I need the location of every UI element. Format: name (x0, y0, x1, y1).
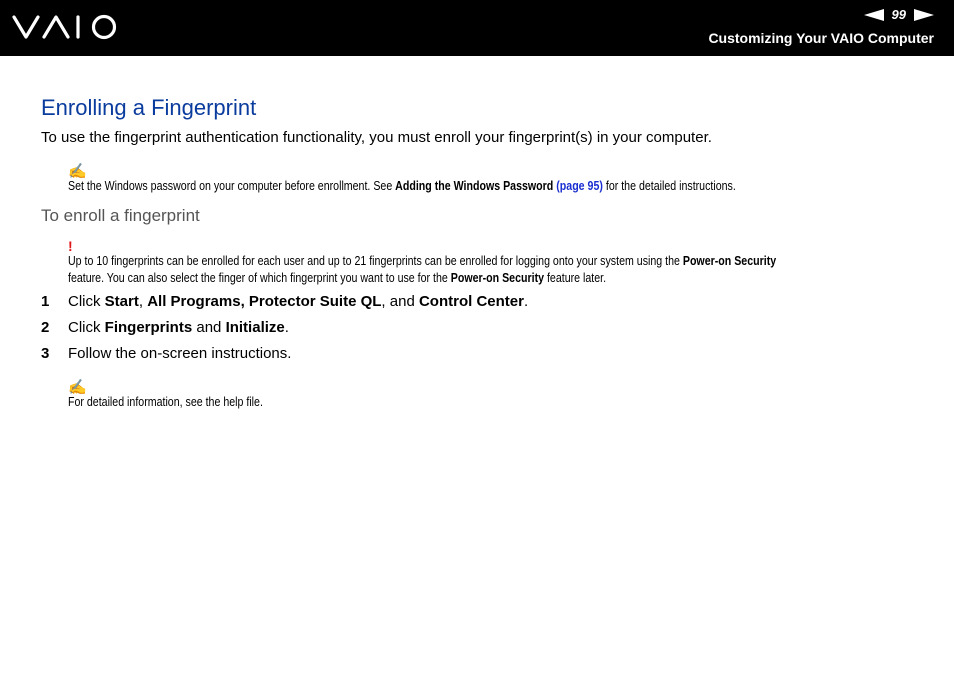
page-link[interactable]: (page 95) (556, 179, 603, 193)
page-title: Enrolling a Fingerprint (41, 95, 257, 120)
next-page-arrow-icon[interactable] (914, 9, 934, 21)
note-text-2: For detailed information, see the help file. (68, 395, 263, 409)
section-title: Customizing Your VAIO Computer (708, 30, 934, 46)
step-1: 1 Click Start, All Programs, Protector Suite QL, and Control Center. (41, 293, 529, 310)
step-2: 2 Click Fingerprints and Initialize. (41, 319, 289, 336)
page-navigation (864, 7, 934, 22)
subheading: To enroll a fingerprint (41, 206, 200, 225)
page-number: 99 (891, 7, 906, 22)
prev-page-arrow-icon[interactable] (864, 9, 884, 21)
intro-text: To use the fingerprint authentication functionality, you must enroll your fingerprint(s) in your computer. (41, 129, 712, 146)
warning-text-line2: feature. You can also select the finger of which fingerprint you want to use for the Power-on Security feature later. (68, 271, 607, 285)
warning-icon: ! (68, 238, 73, 254)
note-pencil-icon-2: ✍ (68, 379, 87, 396)
vaio-logo (12, 13, 120, 46)
page-header (0, 0, 954, 56)
note-text: Set the Windows password on your computer before enrollment. See Adding the Windows Password (page 95) for the detailed instructions. (68, 179, 736, 193)
warning-text-line1: Up to 10 fingerprints can be enrolled for each user and up to 21 fingerprints can be enrolled for logging onto your system using the Power-on Security (68, 254, 777, 268)
note-pencil-icon: ✍ (68, 163, 87, 180)
step-3: 3 Follow the on-screen instructions. (41, 345, 292, 362)
